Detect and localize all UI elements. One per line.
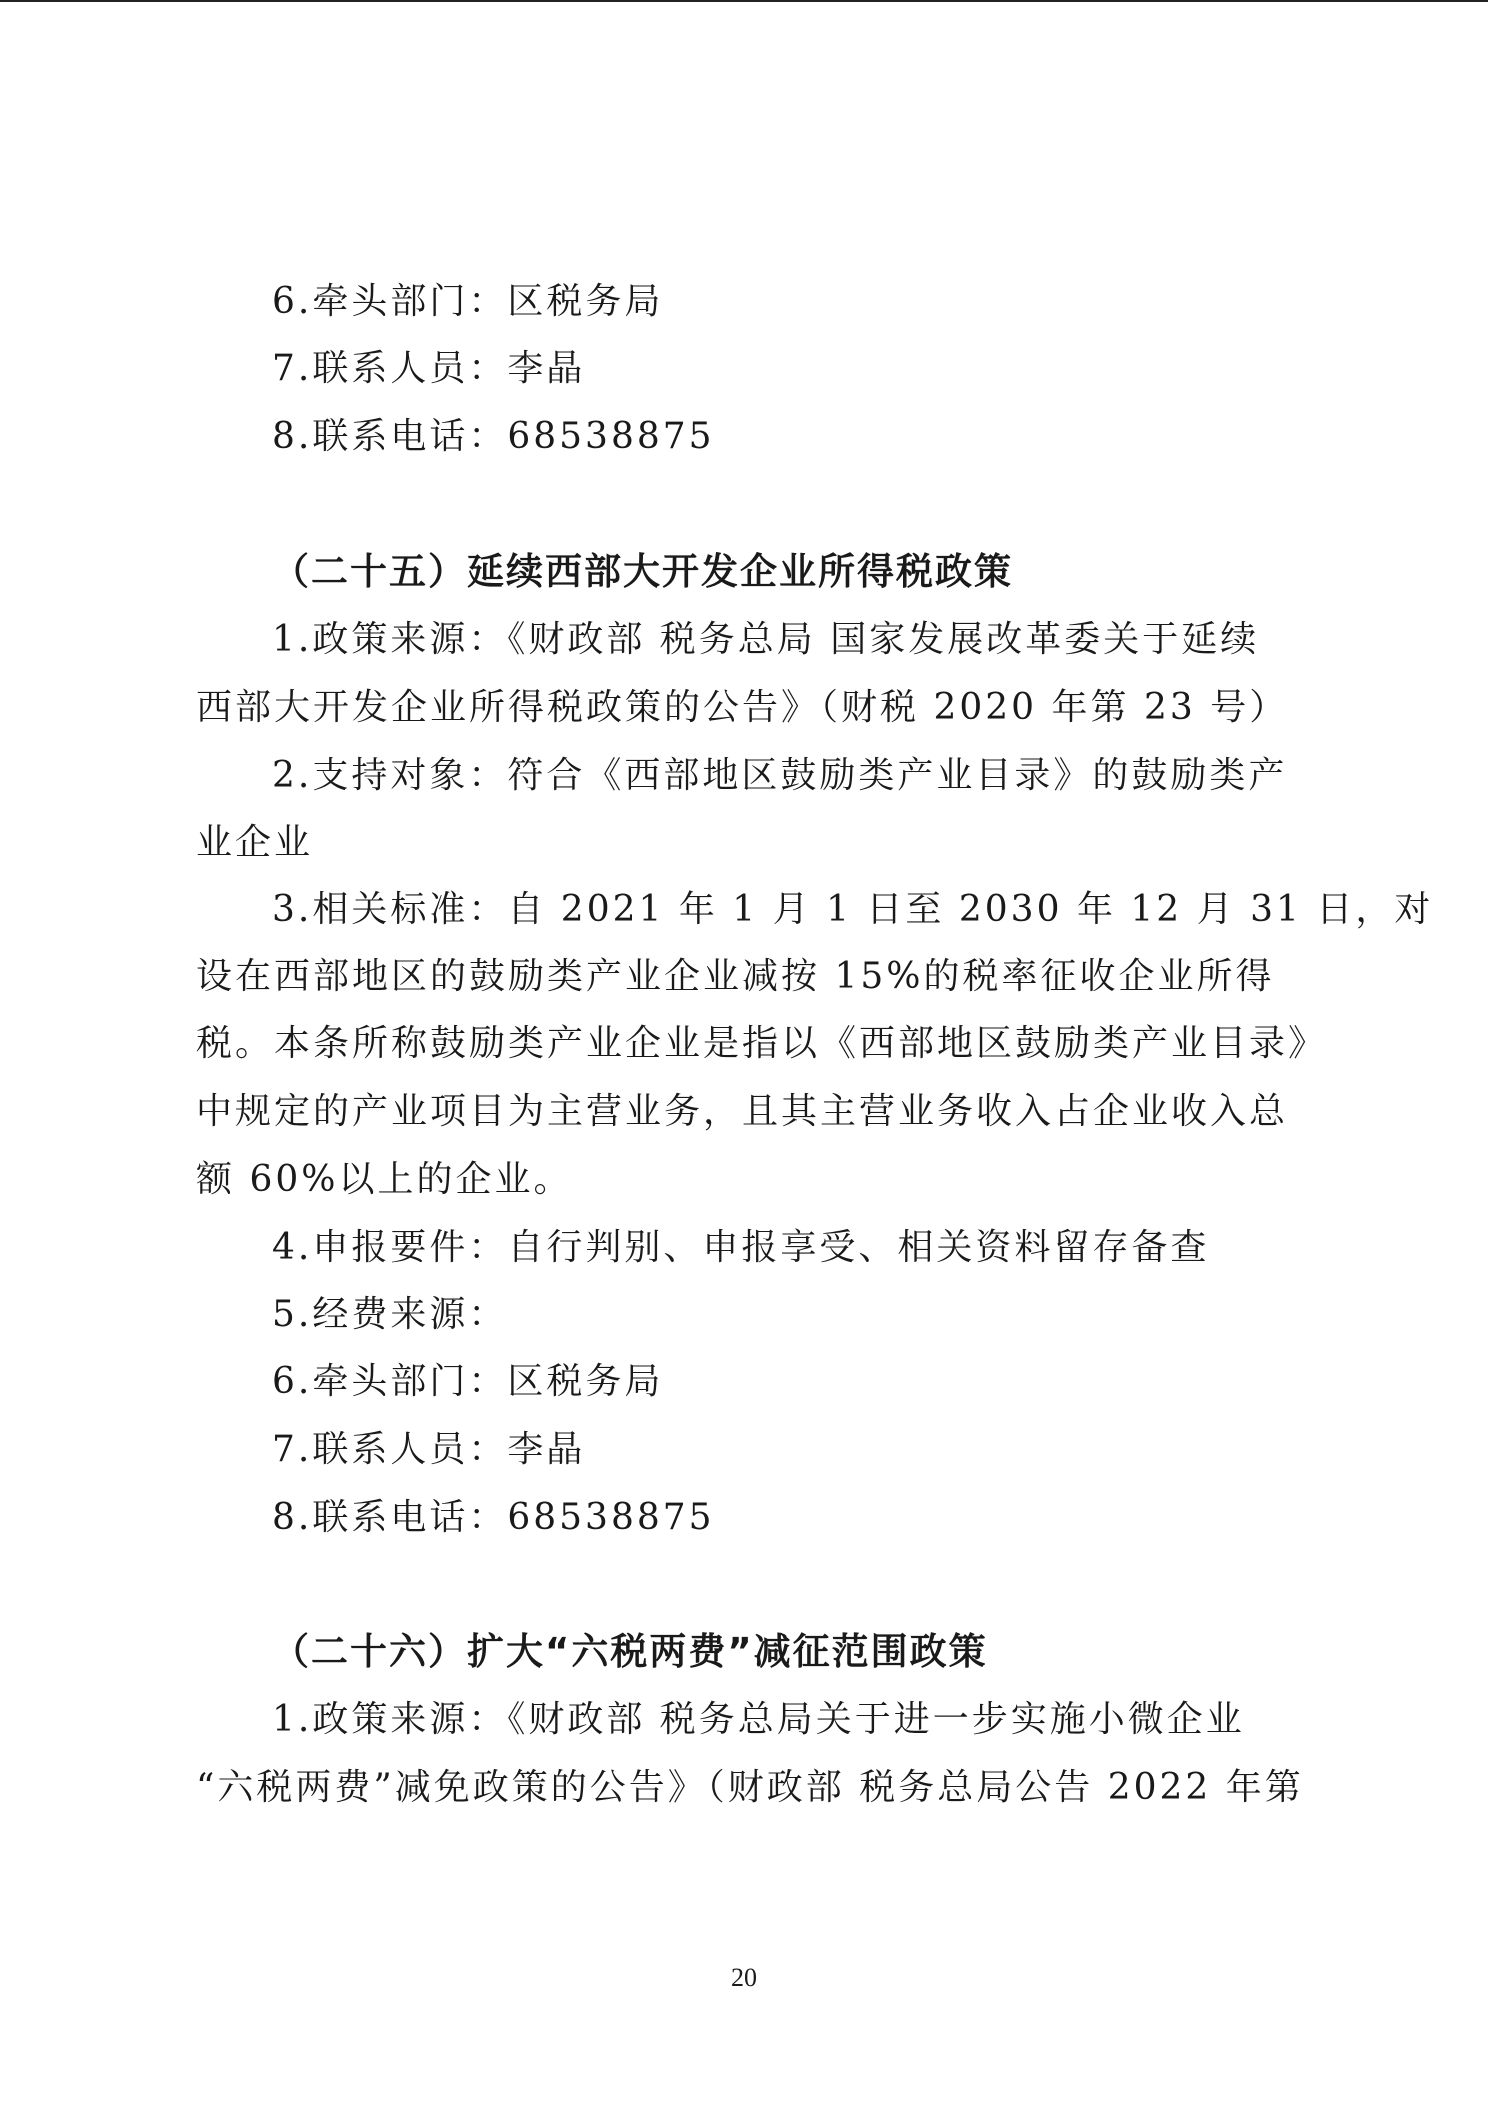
page-number: 20	[731, 1963, 757, 1992]
s25-standard-line2: 设在西部地区的鼓励类产业企业减按 15%的税率征收企业所得	[196, 956, 1275, 997]
s25-contact-person: 7.联系人员：李晶	[272, 1429, 586, 1470]
page-top-border	[0, 0, 1488, 2]
s25-standard-line3: 税。本条所称鼓励类产业企业是指以《西部地区鼓励类产业目录》	[196, 1023, 1328, 1064]
s25-lead-department: 6.牵头部门：区税务局	[272, 1361, 664, 1402]
s26-policy-source-line2: “六税两费”减免政策的公告》（财政部 税务总局公告 2022 年第	[196, 1767, 1304, 1808]
s25-policy-source-line2: 西部大开发企业所得税政策的公告》（财税 2020 年第 23 号）	[196, 687, 1289, 728]
s25-support-target-line2: 业企业	[196, 822, 314, 863]
s25-standard-line1: 3.相关标准：自 2021 年 1 月 1 日至 2030 年 12 月 31 日，对	[272, 889, 1434, 930]
section-26-heading: （二十六）扩大“六税两费”减征范围政策	[272, 1630, 988, 1673]
section-25-heading: （二十五）延续西部大开发企业所得税政策	[272, 550, 1013, 593]
s25-support-target-line1: 2.支持对象：符合《西部地区鼓励类产业目录》的鼓励类产	[272, 755, 1288, 796]
s25-policy-source-line1: 1.政策来源：《财政部 税务总局 国家发展改革委关于延续	[272, 619, 1260, 660]
prev-lead-department: 6.牵头部门：区税务局	[272, 281, 664, 322]
s25-application-requirements: 4.申报要件：自行判别、申报享受、相关资料留存备查	[272, 1227, 1210, 1268]
s25-standard-line5: 额 60%以上的企业。	[196, 1159, 573, 1200]
prev-contact-person: 7.联系人员：李晶	[272, 348, 586, 389]
s25-contact-phone: 8.联系电话：68538875	[272, 1497, 715, 1538]
prev-contact-phone: 8.联系电话：68538875	[272, 416, 715, 457]
s25-standard-line4: 中规定的产业项目为主营业务，且其主营业务收入占企业收入总	[196, 1091, 1289, 1132]
s25-funding-source: 5.经费来源：	[272, 1294, 508, 1335]
s26-policy-source-line1: 1.政策来源：《财政部 税务总局关于进一步实施小微企业	[272, 1699, 1245, 1740]
